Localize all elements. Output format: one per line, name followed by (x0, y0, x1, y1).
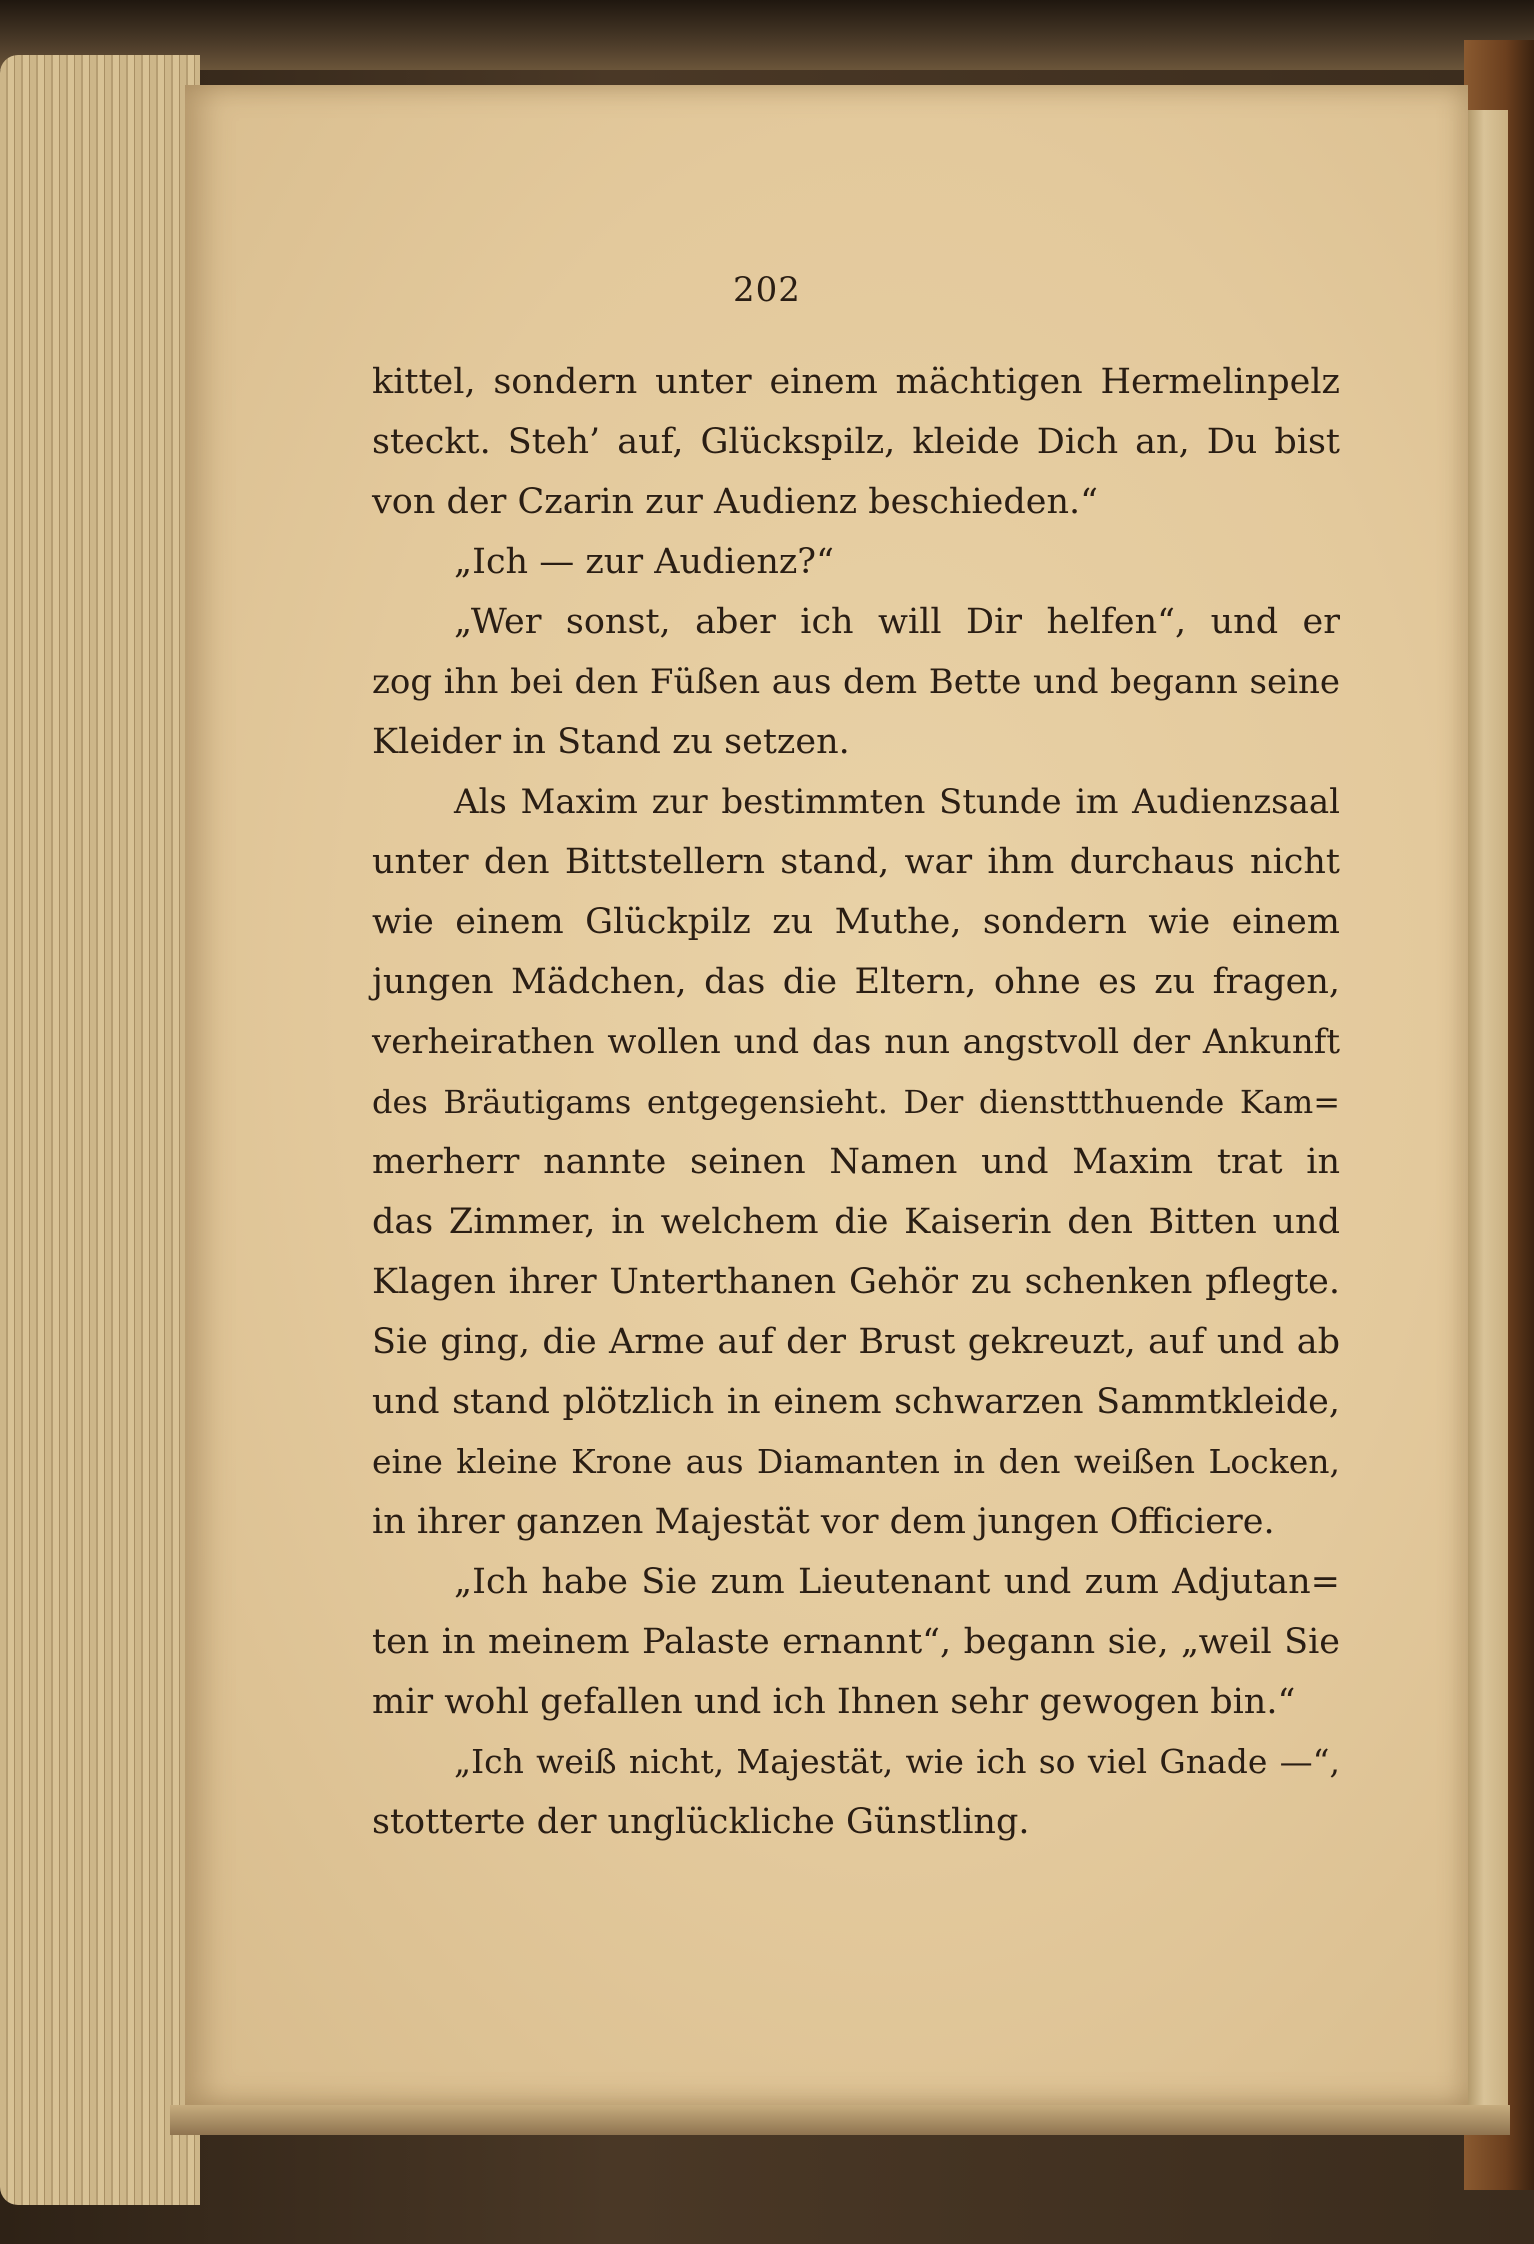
text-line: Kleider in Stand zu setzen. (372, 722, 850, 762)
text-line: zog ihn bei den Füßen aus dem Bette und begann seine (372, 662, 1340, 702)
text-line: ten in meinem Palaste ernannt“, begann sie, „weil Sie (372, 1622, 1340, 1662)
page-bottom-edge (170, 2105, 1510, 2135)
page-text (372, 352, 1340, 1852)
text-line: des Bräutigams entgegensieht. Der diensttthuende Kam= (372, 1083, 1340, 1121)
text-line: unter den Bittstellern stand, war ihm durchaus nicht (372, 842, 1340, 882)
text-line: „Ich — zur Audienz?“ (454, 542, 834, 582)
text-line: stotterte der unglückliche Günstling. (372, 1802, 1030, 1842)
text-line: „Ich weiß nicht, Majestät, wie ich so viel Gnade —“, (454, 1742, 1340, 1781)
text-line: merherr nannte seinen Namen und Maxim trat in (372, 1142, 1340, 1182)
text-line: steckt. Steh’ auf, Glückspilz, kleide Dich an, Du bist (372, 422, 1340, 462)
text-line: Klagen ihrer Unterthanen Gehör zu schenken pflegte. (372, 1262, 1340, 1302)
book-cover-top-edge (0, 0, 1534, 70)
page-leaf-right (1468, 110, 1508, 2130)
text-line: jungen Mädchen, das die Eltern, ohne es zu fragen, (372, 962, 1340, 1002)
text-line: Als Maxim zur bestimmten Stunde im Audienzsaal (454, 782, 1340, 822)
text-line: Sie ging, die Arme auf der Brust gekreuzt, auf und ab (372, 1322, 1340, 1362)
text-line: eine kleine Krone aus Diamanten in den weißen Locken, (372, 1442, 1340, 1481)
text-line: verheirathen wollen und das nun angstvoll der Ankunft (372, 1022, 1340, 1062)
text-line: kittel, sondern unter einem mächtigen Hermelinpelz (372, 362, 1340, 402)
text-line: das Zimmer, in welchem die Kaiserin den Bitten und (372, 1202, 1340, 1242)
text-line: mir wohl gefallen und ich Ihnen sehr gewogen bin.“ (372, 1682, 1296, 1722)
text-line: „Ich habe Sie zum Lieutenant und zum Adjutan= (454, 1562, 1340, 1602)
text-line: und stand plötzlich in einem schwarzen Sammtkleide, (372, 1382, 1340, 1422)
text-line: „Wer sonst, aber ich will Dir helfen“, und er (454, 602, 1340, 642)
text-line: in ihrer ganzen Majestät vor dem jungen Officiere. (372, 1502, 1275, 1542)
page-number: 202 (733, 270, 801, 310)
text-line: wie einem Glückpilz zu Muthe, sondern wie einem (372, 902, 1340, 942)
text-line: von der Czarin zur Audienz beschieden.“ (372, 482, 1099, 522)
page-stack-left (0, 55, 200, 2205)
